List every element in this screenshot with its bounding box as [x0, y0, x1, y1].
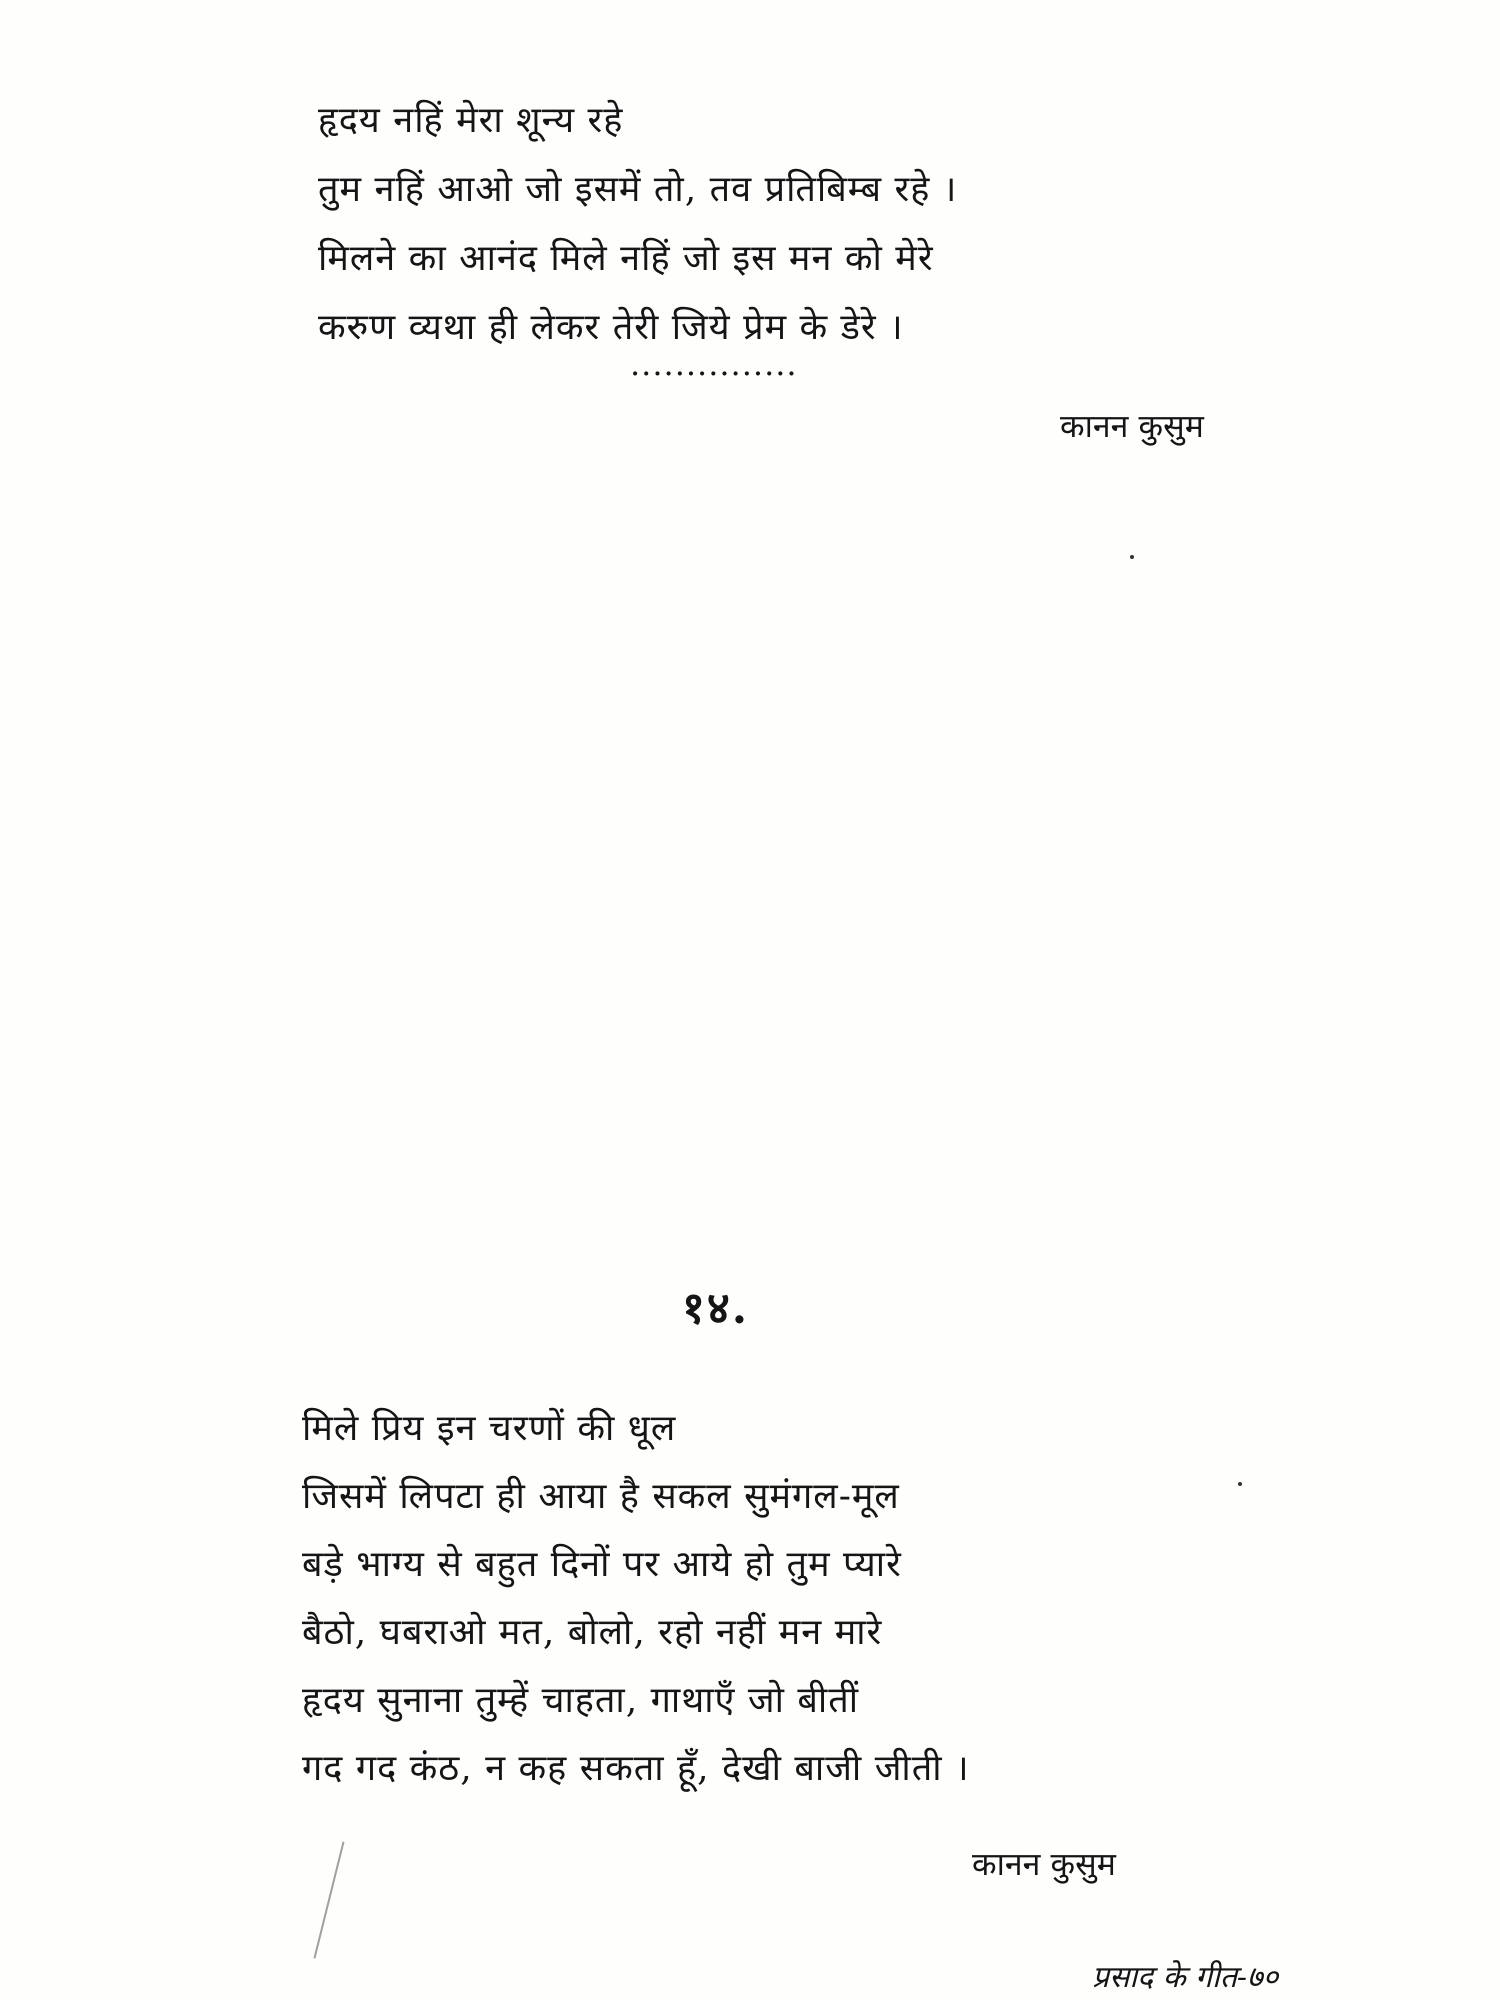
ink-speck	[1130, 555, 1134, 559]
poem-bottom-line: जिसमें लिपटा ही आया है सकल सुमंगल-मूल	[302, 1476, 900, 1517]
ink-speck	[1238, 1482, 1242, 1486]
poem-top-line: हृदय नहिं मेरा शून्य रहे	[318, 100, 624, 141]
poem-top-ellipsis: ...............	[630, 345, 798, 383]
poem-top-line: तुम नहिं आओ जो इसमें तो, तव प्रतिबिम्ब रहे ।	[318, 169, 958, 210]
poem-bottom-line: बड़े भाग्य से बहुत दिनों पर आये हो तुम प्यारे	[302, 1544, 902, 1585]
poem-top-source: कानन कुसुम	[1060, 407, 1204, 445]
poem-bottom-line: बैठो, घबराओ मत, बोलो, रहो नहीं मन मारे	[302, 1612, 883, 1653]
poem-top-stanza	[318, 86, 957, 362]
poem-number: १४.	[682, 1283, 750, 1334]
page-scratch	[314, 1842, 345, 1959]
poem-bottom-source: कानन कुसुम	[972, 1845, 1116, 1883]
page-footer: प्रसाद के गीत-७०	[1092, 1960, 1279, 1995]
poem-bottom-line: मिले प्रिय इन चरणों की धूल	[302, 1408, 677, 1449]
poem-top-line: मिलने का आनंद मिले नहिं जो इस मन को मेरे	[318, 238, 934, 279]
poem-bottom-line: हृदय सुनाना तुम्हें चाहता, गाथाएँ जो बीतीं	[302, 1680, 860, 1721]
poem-bottom-line: गद गद कंठ, न कह सकता हूँ, देखी बाजी जीती ।	[302, 1748, 970, 1789]
poem-bottom-stanza	[302, 1395, 970, 1803]
poem-top-line: करुण व्यथा ही लेकर तेरी जिये प्रेम के डेरे ।	[318, 307, 904, 348]
